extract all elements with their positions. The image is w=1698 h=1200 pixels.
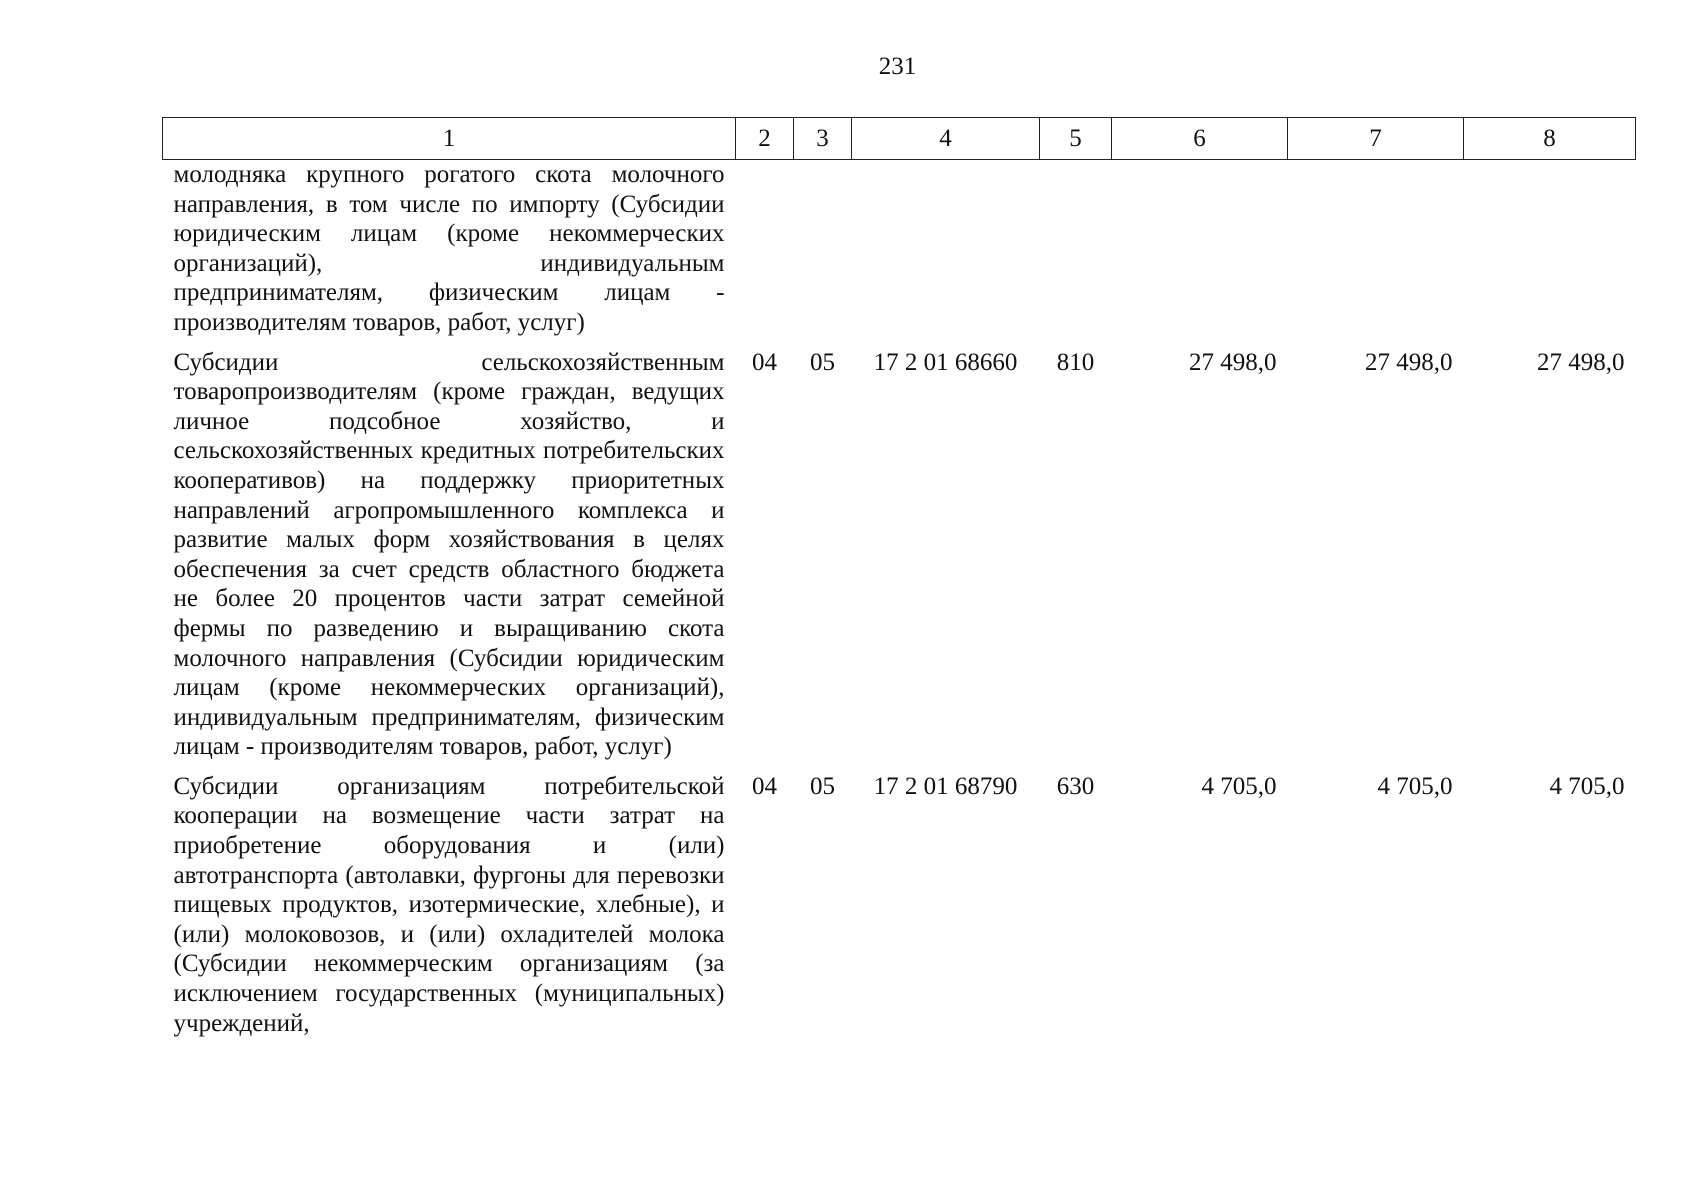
row-amount-8 [1464,160,1636,348]
page-number: 231 [878,53,917,80]
row-amount-7: 27 498,0 [1365,348,1453,376]
row-amount-7 [1288,160,1464,348]
column-header-8: 8 [1464,118,1636,160]
row-description: Субсидии сельскохозяйственным товаропроизводителям (кроме граждан, ведущих личное подсобное хозяйство, и сельскохозяйственных кредитных потребительских кооперативов) на поддержку приоритетных направлений агропромышленного комплекса и развитие малых форм хозяйствования в целях обеспечения за счет средств областного бюджета не более 20 процентов части затрат семейной фермы по разведению и выращиванию скота молочного направления (Субсидии юридическим лицам (кроме некоммерческих организаций), индивидуальным предпринимателям, физическим лицам - производителям товаров, работ, услуг) [173,348,725,761]
row-amount-6 [1112,160,1288,348]
row-description: Субсидии организациям потребительской кооперации на возмещение части затрат на приобретение оборудования и (или) автотранспорта (автолавки, фургоны для перевозки пищевых продуктов, изотермические, хлебные), и (или) молоковозов, и (или) охладителей молока (Субсидии некоммерческим организациям (за исключением государственных (муниципальных) учреждений, [173,772,725,1037]
row-section: 04 [752,348,777,376]
column-header-6: 6 [1112,118,1288,160]
row-expense-type: 630 [1056,772,1095,800]
row-expense-type: 810 [1056,348,1095,376]
budget-table [162,117,1636,1048]
table-row [163,160,1636,348]
column-header-1: 1 [163,118,736,160]
column-header-7: 7 [1288,118,1464,160]
column-header-3: 3 [794,118,852,160]
row-target-article: 17 2 01 68790 [873,772,1018,800]
row-subsection: 05 [810,348,835,376]
row-amount-6: 27 498,0 [1189,348,1277,376]
column-header-5: 5 [1040,118,1112,160]
row-subsection [794,160,852,348]
table-row [163,348,1636,772]
row-expense-type [1040,160,1112,348]
row-target-article: 17 2 01 68660 [873,348,1018,376]
row-section [736,160,794,348]
row-amount-6: 4 705,0 [1201,772,1277,800]
row-amount-8: 27 498,0 [1537,348,1625,376]
row-amount-7: 4 705,0 [1377,772,1453,800]
row-section: 04 [752,772,777,800]
row-subsection: 05 [810,772,835,800]
column-header-4: 4 [852,118,1040,160]
column-header-2: 2 [736,118,794,160]
row-description: молодняка крупного рогатого скота молочного направления, в том числе по импорту (Субсидии юридическим лицам (кроме некоммерческих организаций), индивидуальным предпринимателям, физическим лицам - производителям товаров, работ, услуг) [173,161,725,336]
table-row [163,772,1636,1048]
row-target-article [852,160,1040,348]
table-header-row [163,118,1636,160]
row-amount-8: 4 705,0 [1549,772,1625,800]
